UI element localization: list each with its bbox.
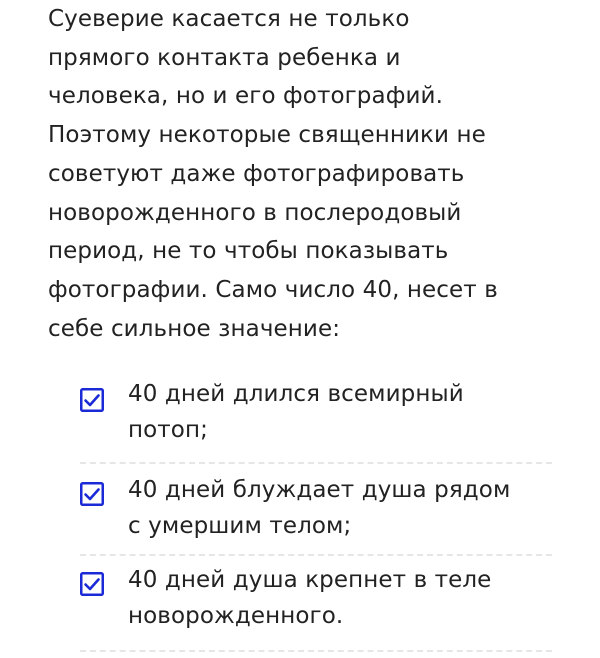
- paragraph-line: новорожденного в послеродовый: [48, 199, 462, 226]
- paragraph-line: фотографии. Само число 40, несет в: [48, 276, 498, 303]
- paragraph-line: себе сильное значение:: [48, 315, 341, 342]
- checkbox-checked-icon: [80, 482, 104, 506]
- checklist: [80, 372, 552, 652]
- paragraph-line: Поэтому некоторые священники не: [48, 122, 486, 149]
- paragraph-line: советуют даже фотографировать: [48, 160, 465, 187]
- intro-paragraph: [48, 0, 558, 348]
- list-item-line: 40 дней душа крепнет в теле: [128, 567, 492, 593]
- list-item: [80, 466, 552, 556]
- list-item-line: 40 дней длился всемирный: [128, 381, 464, 407]
- paragraph-line: человека, но и его фотографий.: [48, 83, 443, 110]
- article-body: [48, 0, 558, 348]
- list-item-line: новорожденного.: [128, 603, 344, 629]
- list-item-line: потоп;: [128, 417, 208, 443]
- paragraph-line: период, не то чтобы показывать: [48, 238, 449, 265]
- list-item: [80, 372, 552, 464]
- checkbox-checked-icon: [80, 572, 104, 596]
- paragraph-line: Суеверие касается не только: [48, 6, 410, 32]
- list-item-line: 40 дней блуждает душа рядом: [128, 477, 511, 503]
- list-item: [80, 556, 552, 652]
- checkbox-checked-icon: [80, 388, 104, 412]
- list-item-line: с умершим телом;: [128, 513, 352, 539]
- paragraph-line: прямого контакта ребенка и: [48, 44, 401, 71]
